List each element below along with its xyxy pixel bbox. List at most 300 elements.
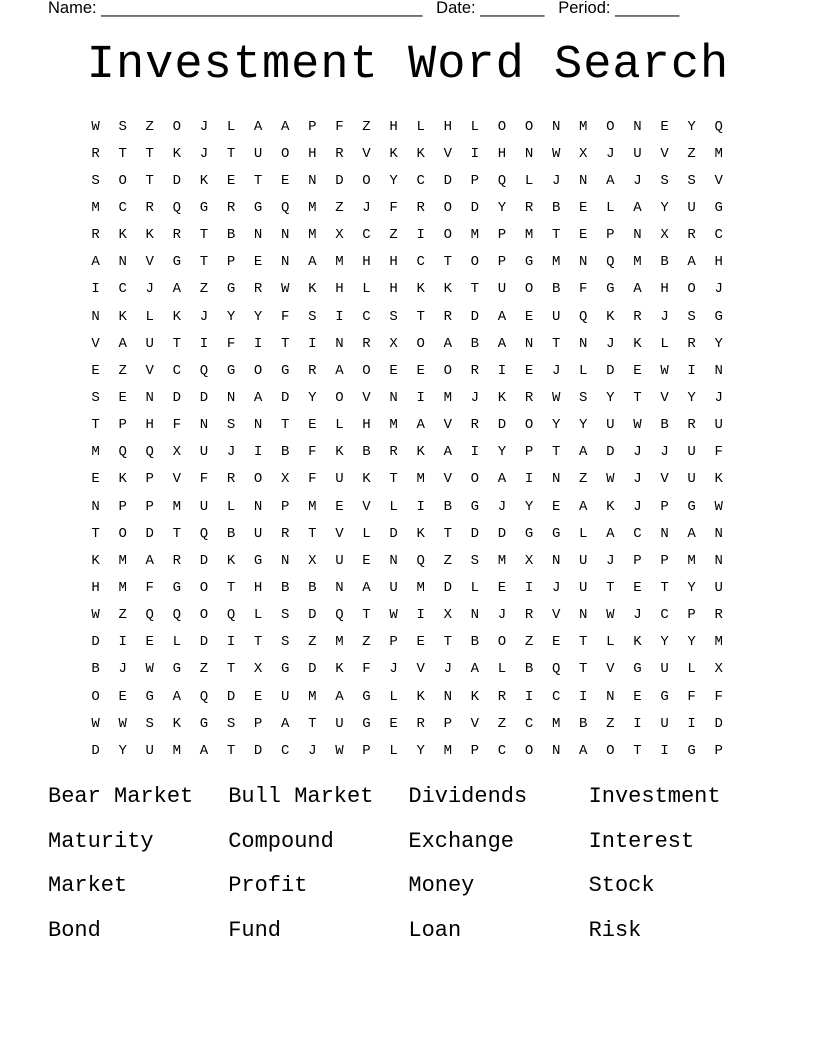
grid-letter[interactable]: L	[524, 172, 534, 189]
grid-letter[interactable]: S	[687, 308, 696, 325]
grid-letter[interactable]: T	[470, 281, 480, 298]
grid-letter[interactable]: M	[308, 199, 317, 216]
grid-letter[interactable]: R	[172, 552, 182, 569]
grid-letter[interactable]: E	[253, 688, 263, 705]
grid-letter[interactable]: Q	[226, 607, 236, 624]
grid-letter[interactable]: E	[308, 417, 317, 434]
grid-letter[interactable]: J	[606, 335, 615, 352]
grid-letter[interactable]: M	[551, 715, 561, 732]
grid-letter[interactable]: Z	[362, 118, 371, 135]
grid-letter[interactable]: B	[362, 444, 371, 461]
grid-letter[interactable]: P	[308, 118, 317, 135]
grid-letter[interactable]: O	[199, 607, 209, 624]
grid-letter[interactable]: K	[606, 308, 615, 325]
grid-letter[interactable]: Z	[497, 715, 507, 732]
grid-letter[interactable]: X	[308, 552, 317, 569]
grid-letter[interactable]: I	[253, 444, 263, 461]
grid-letter[interactable]: A	[281, 118, 290, 135]
grid-letter[interactable]: Y	[497, 199, 507, 216]
grid-letter[interactable]: H	[335, 281, 344, 298]
grid-letter[interactable]: W	[606, 607, 615, 624]
grid-letter[interactable]: F	[362, 661, 371, 678]
grid-letter[interactable]: G	[633, 661, 642, 678]
grid-letter[interactable]: O	[91, 688, 100, 705]
grid-letter[interactable]: I	[633, 715, 642, 732]
grid-letter[interactable]: J	[633, 471, 642, 488]
grid-letter[interactable]: M	[470, 227, 480, 244]
grid-letter[interactable]: Y	[524, 498, 534, 515]
grid-letter[interactable]: R	[145, 199, 154, 216]
grid-letter[interactable]: G	[524, 254, 534, 271]
grid-letter[interactable]: O	[253, 471, 263, 488]
grid-letter[interactable]: T	[118, 145, 127, 162]
grid-letter[interactable]: N	[226, 389, 236, 406]
grid-letter[interactable]: G	[660, 688, 669, 705]
grid-letter[interactable]: U	[714, 417, 723, 434]
grid-letter[interactable]: L	[172, 634, 182, 651]
grid-letter[interactable]: I	[687, 362, 696, 379]
grid-letter[interactable]: R	[687, 417, 696, 434]
grid-letter[interactable]: P	[470, 172, 480, 189]
grid-letter[interactable]: Z	[308, 634, 317, 651]
grid-letter[interactable]: D	[199, 552, 209, 569]
grid-letter[interactable]: P	[633, 552, 642, 569]
grid-letter[interactable]: G	[253, 199, 263, 216]
grid-letter[interactable]: O	[524, 417, 534, 434]
grid-letter[interactable]: O	[524, 281, 534, 298]
grid-letter[interactable]: T	[443, 254, 452, 271]
grid-letter[interactable]: O	[362, 172, 371, 189]
grid-letter[interactable]: G	[226, 281, 236, 298]
grid-letter[interactable]: C	[416, 172, 425, 189]
grid-letter[interactable]: S	[281, 607, 290, 624]
grid-letter[interactable]: V	[470, 715, 480, 732]
grid-letter[interactable]: W	[145, 661, 154, 678]
grid-letter[interactable]: P	[362, 742, 371, 759]
grid-letter[interactable]: L	[470, 579, 480, 596]
grid-letter[interactable]: D	[389, 525, 398, 542]
grid-letter[interactable]: X	[660, 227, 669, 244]
grid-letter[interactable]: K	[172, 145, 182, 162]
grid-letter[interactable]: G	[362, 688, 371, 705]
grid-letter[interactable]: V	[660, 389, 669, 406]
grid-letter[interactable]: B	[281, 444, 290, 461]
grid-letter[interactable]: G	[172, 661, 182, 678]
grid-letter[interactable]: N	[335, 335, 344, 352]
grid-letter[interactable]: R	[470, 417, 480, 434]
grid-letter[interactable]: K	[416, 525, 425, 542]
grid-letter[interactable]: C	[362, 227, 371, 244]
grid-letter[interactable]: N	[579, 254, 588, 271]
grid-letter[interactable]: D	[470, 525, 480, 542]
grid-letter[interactable]: R	[91, 145, 100, 162]
grid-letter[interactable]: R	[497, 688, 507, 705]
grid-letter[interactable]: I	[660, 742, 669, 759]
grid-letter[interactable]: T	[199, 254, 209, 271]
grid-letter[interactable]: X	[443, 607, 452, 624]
grid-letter[interactable]: N	[308, 172, 317, 189]
grid-letter[interactable]: O	[524, 118, 534, 135]
date-blank[interactable]: _______	[480, 0, 545, 17]
grid-letter[interactable]: Q	[606, 254, 615, 271]
grid-letter[interactable]: T	[253, 634, 263, 651]
grid-letter[interactable]: N	[91, 498, 100, 515]
grid-letter[interactable]: P	[281, 498, 290, 515]
grid-letter[interactable]: P	[389, 634, 398, 651]
grid-letter[interactable]: T	[91, 417, 100, 434]
grid-letter[interactable]: T	[443, 634, 452, 651]
grid-letter[interactable]: Y	[253, 308, 263, 325]
grid-letter[interactable]: G	[362, 715, 371, 732]
grid-letter[interactable]: A	[606, 172, 615, 189]
grid-letter[interactable]: U	[579, 552, 588, 569]
grid-letter[interactable]: O	[524, 742, 534, 759]
grid-letter[interactable]: E	[91, 362, 100, 379]
grid-letter[interactable]: K	[606, 498, 615, 515]
grid-letter[interactable]: T	[308, 715, 317, 732]
grid-letter[interactable]: E	[551, 498, 561, 515]
grid-letter[interactable]: L	[470, 118, 480, 135]
grid-letter[interactable]: N	[145, 389, 154, 406]
grid-letter[interactable]: J	[497, 498, 507, 515]
grid-letter[interactable]: N	[389, 552, 398, 569]
grid-letter[interactable]: N	[524, 335, 534, 352]
grid-letter[interactable]: Z	[389, 227, 398, 244]
grid-letter[interactable]: W	[91, 607, 100, 624]
grid-letter[interactable]: E	[145, 634, 154, 651]
grid-letter[interactable]: N	[551, 552, 561, 569]
grid-letter[interactable]: R	[389, 444, 398, 461]
grid-letter[interactable]: Z	[199, 661, 209, 678]
grid-letter[interactable]: G	[687, 742, 696, 759]
grid-letter[interactable]: M	[633, 254, 642, 271]
grid-letter[interactable]: O	[118, 172, 127, 189]
grid-letter[interactable]: M	[118, 552, 127, 569]
grid-letter[interactable]: A	[687, 254, 696, 271]
grid-letter[interactable]: M	[308, 227, 317, 244]
grid-letter[interactable]: Q	[118, 444, 127, 461]
grid-letter[interactable]: A	[470, 661, 480, 678]
grid-letter[interactable]: W	[551, 145, 561, 162]
grid-letter[interactable]: W	[660, 362, 669, 379]
grid-letter[interactable]: E	[497, 579, 507, 596]
grid-letter[interactable]: A	[199, 742, 209, 759]
grid-letter[interactable]: P	[497, 254, 507, 271]
grid-letter[interactable]: L	[335, 417, 344, 434]
grid-letter[interactable]: U	[497, 281, 507, 298]
grid-letter[interactable]: T	[91, 525, 100, 542]
grid-letter[interactable]: Y	[389, 172, 398, 189]
grid-letter[interactable]: Y	[579, 417, 588, 434]
grid-letter[interactable]: I	[253, 335, 263, 352]
grid-letter[interactable]: A	[633, 199, 642, 216]
grid-letter[interactable]: I	[416, 389, 425, 406]
grid-letter[interactable]: V	[443, 145, 452, 162]
grid-letter[interactable]: N	[281, 227, 290, 244]
grid-letter[interactable]: R	[470, 362, 480, 379]
grid-letter[interactable]: C	[118, 281, 127, 298]
grid-letter[interactable]: I	[524, 688, 534, 705]
grid-letter[interactable]: Z	[118, 362, 127, 379]
grid-letter[interactable]: I	[416, 227, 425, 244]
grid-letter[interactable]: Q	[579, 308, 588, 325]
grid-letter[interactable]: O	[470, 254, 480, 271]
grid-letter[interactable]: M	[443, 389, 452, 406]
grid-letter[interactable]: G	[714, 308, 723, 325]
grid-letter[interactable]: R	[91, 227, 100, 244]
grid-letter[interactable]: F	[335, 118, 344, 135]
grid-letter[interactable]: U	[687, 471, 696, 488]
grid-letter[interactable]: K	[118, 308, 127, 325]
grid-letter[interactable]: Q	[145, 444, 154, 461]
grid-letter[interactable]: Q	[714, 118, 723, 135]
grid-letter[interactable]: D	[308, 661, 317, 678]
grid-letter[interactable]: M	[687, 552, 696, 569]
grid-letter[interactable]: E	[633, 688, 642, 705]
grid-letter[interactable]: W	[606, 471, 615, 488]
grid-letter[interactable]: R	[416, 715, 425, 732]
grid-letter[interactable]: J	[308, 742, 317, 759]
grid-letter[interactable]: A	[497, 308, 507, 325]
grid-letter[interactable]: J	[633, 444, 642, 461]
grid-letter[interactable]: X	[281, 471, 290, 488]
grid-letter[interactable]: A	[172, 281, 182, 298]
grid-letter[interactable]: E	[579, 227, 588, 244]
grid-letter[interactable]: P	[660, 498, 669, 515]
grid-letter[interactable]: M	[389, 417, 398, 434]
grid-letter[interactable]: N	[579, 607, 588, 624]
grid-letter[interactable]: Q	[335, 607, 344, 624]
grid-letter[interactable]: A	[335, 688, 344, 705]
grid-letter[interactable]: K	[199, 172, 209, 189]
grid-letter[interactable]: P	[470, 742, 480, 759]
grid-letter[interactable]: R	[308, 362, 317, 379]
grid-letter[interactable]: B	[579, 715, 588, 732]
grid-letter[interactable]: G	[714, 199, 723, 216]
grid-letter[interactable]: H	[389, 118, 398, 135]
grid-letter[interactable]: A	[118, 335, 127, 352]
grid-letter[interactable]: J	[199, 308, 209, 325]
grid-letter[interactable]: J	[633, 498, 642, 515]
grid-letter[interactable]: P	[714, 742, 723, 759]
grid-letter[interactable]: R	[281, 525, 290, 542]
grid-letter[interactable]: N	[714, 525, 723, 542]
grid-letter[interactable]: W	[91, 715, 100, 732]
grid-letter[interactable]: B	[470, 634, 480, 651]
grid-letter[interactable]: R	[524, 199, 534, 216]
grid-letter[interactable]: Y	[687, 389, 696, 406]
grid-letter[interactable]: D	[443, 579, 452, 596]
grid-letter[interactable]: K	[118, 471, 127, 488]
grid-letter[interactable]: E	[226, 172, 236, 189]
grid-letter[interactable]: U	[253, 145, 263, 162]
grid-letter[interactable]: A	[443, 444, 452, 461]
grid-letter[interactable]: E	[633, 579, 642, 596]
grid-letter[interactable]: W	[633, 417, 642, 434]
grid-letter[interactable]: D	[281, 389, 290, 406]
grid-letter[interactable]: M	[714, 634, 723, 651]
grid-letter[interactable]: X	[524, 552, 534, 569]
grid-letter[interactable]: R	[633, 308, 642, 325]
grid-letter[interactable]: A	[145, 552, 154, 569]
grid-letter[interactable]: J	[389, 661, 398, 678]
grid-letter[interactable]: I	[91, 281, 100, 298]
grid-letter[interactable]: K	[335, 661, 344, 678]
period-blank[interactable]: _______	[615, 0, 680, 17]
grid-letter[interactable]: N	[253, 498, 263, 515]
grid-letter[interactable]: D	[443, 172, 452, 189]
grid-letter[interactable]: H	[497, 145, 507, 162]
grid-letter[interactable]: S	[281, 634, 290, 651]
grid-letter[interactable]: Z	[145, 118, 154, 135]
grid-letter[interactable]: I	[524, 579, 534, 596]
grid-letter[interactable]: M	[91, 199, 100, 216]
grid-letter[interactable]: R	[362, 335, 371, 352]
grid-letter[interactable]: W	[714, 498, 723, 515]
grid-letter[interactable]: B	[470, 335, 480, 352]
grid-letter[interactable]: V	[362, 145, 371, 162]
grid-letter[interactable]: I	[199, 335, 209, 352]
grid-letter[interactable]: C	[281, 742, 290, 759]
grid-letter[interactable]: O	[362, 362, 371, 379]
grid-letter[interactable]: D	[253, 742, 263, 759]
grid-letter[interactable]: N	[118, 254, 127, 271]
grid-letter[interactable]: F	[145, 579, 154, 596]
grid-letter[interactable]: V	[606, 661, 615, 678]
grid-letter[interactable]: F	[389, 199, 398, 216]
grid-letter[interactable]: V	[551, 607, 561, 624]
grid-letter[interactable]: B	[660, 254, 669, 271]
grid-letter[interactable]: U	[714, 579, 723, 596]
grid-letter[interactable]: A	[335, 362, 344, 379]
grid-letter[interactable]: R	[335, 145, 344, 162]
grid-letter[interactable]: X	[579, 145, 588, 162]
grid-letter[interactable]: P	[443, 715, 452, 732]
grid-letter[interactable]: N	[551, 742, 561, 759]
grid-letter[interactable]: G	[606, 281, 615, 298]
grid-letter[interactable]: O	[470, 471, 480, 488]
grid-letter[interactable]: J	[606, 145, 615, 162]
grid-letter[interactable]: L	[145, 308, 154, 325]
grid-letter[interactable]: P	[524, 444, 534, 461]
grid-letter[interactable]: M	[335, 254, 344, 271]
grid-letter[interactable]: U	[389, 579, 398, 596]
grid-letter[interactable]: H	[362, 254, 371, 271]
grid-letter[interactable]: Q	[551, 661, 561, 678]
grid-letter[interactable]: Q	[199, 525, 209, 542]
grid-letter[interactable]: A	[253, 389, 263, 406]
grid-letter[interactable]: R	[226, 471, 236, 488]
grid-letter[interactable]: P	[145, 498, 154, 515]
grid-letter[interactable]: O	[606, 118, 615, 135]
grid-letter[interactable]: R	[524, 607, 534, 624]
grid-letter[interactable]: R	[253, 281, 263, 298]
grid-letter[interactable]: L	[579, 362, 588, 379]
grid-letter[interactable]: Q	[497, 172, 507, 189]
grid-letter[interactable]: T	[660, 579, 669, 596]
grid-letter[interactable]: A	[443, 335, 452, 352]
grid-letter[interactable]: E	[389, 362, 398, 379]
grid-letter[interactable]: O	[443, 227, 452, 244]
grid-letter[interactable]: O	[497, 118, 507, 135]
grid-letter[interactable]: P	[253, 715, 263, 732]
grid-letter[interactable]: W	[118, 715, 127, 732]
grid-letter[interactable]: T	[633, 389, 642, 406]
grid-letter[interactable]: K	[172, 715, 182, 732]
grid-letter[interactable]: D	[91, 742, 100, 759]
grid-letter[interactable]: B	[660, 417, 669, 434]
grid-letter[interactable]: A	[579, 444, 588, 461]
grid-letter[interactable]: D	[606, 362, 615, 379]
grid-letter[interactable]: O	[199, 579, 209, 596]
grid-letter[interactable]: F	[714, 444, 723, 461]
grid-letter[interactable]: L	[389, 688, 398, 705]
grid-letter[interactable]: J	[118, 661, 127, 678]
grid-letter[interactable]: T	[226, 145, 236, 162]
grid-letter[interactable]: Q	[172, 607, 182, 624]
grid-letter[interactable]: V	[443, 471, 452, 488]
grid-letter[interactable]: N	[524, 145, 534, 162]
grid-letter[interactable]: G	[253, 552, 263, 569]
grid-letter[interactable]: T	[253, 172, 263, 189]
grid-letter[interactable]: N	[633, 118, 642, 135]
grid-letter[interactable]: H	[253, 579, 263, 596]
grid-letter[interactable]: J	[199, 118, 209, 135]
grid-letter[interactable]: R	[226, 199, 236, 216]
grid-letter[interactable]: T	[606, 579, 615, 596]
grid-letter[interactable]: Y	[660, 199, 669, 216]
grid-letter[interactable]: L	[497, 661, 507, 678]
grid-letter[interactable]: U	[199, 444, 209, 461]
grid-letter[interactable]: G	[551, 525, 561, 542]
grid-letter[interactable]: I	[497, 362, 507, 379]
grid-letter[interactable]: A	[91, 254, 100, 271]
grid-letter[interactable]: N	[253, 417, 263, 434]
grid-letter[interactable]: U	[145, 742, 154, 759]
grid-letter[interactable]: I	[687, 715, 696, 732]
grid-letter[interactable]: L	[389, 498, 398, 515]
grid-letter[interactable]: C	[633, 525, 642, 542]
grid-letter[interactable]: I	[308, 335, 317, 352]
grid-letter[interactable]: N	[551, 471, 561, 488]
grid-letter[interactable]: C	[497, 742, 507, 759]
grid-letter[interactable]: K	[416, 688, 425, 705]
grid-letter[interactable]: S	[145, 715, 154, 732]
grid-letter[interactable]: N	[335, 579, 344, 596]
grid-letter[interactable]: L	[606, 634, 615, 651]
grid-letter[interactable]: B	[551, 281, 561, 298]
grid-letter[interactable]: J	[145, 281, 154, 298]
grid-letter[interactable]: U	[335, 552, 344, 569]
grid-letter[interactable]: E	[416, 634, 425, 651]
grid-letter[interactable]: S	[226, 715, 236, 732]
grid-letter[interactable]: I	[335, 308, 344, 325]
grid-letter[interactable]: T	[281, 417, 290, 434]
grid-letter[interactable]: O	[416, 335, 425, 352]
grid-letter[interactable]: M	[551, 254, 561, 271]
grid-letter[interactable]: L	[362, 281, 371, 298]
grid-letter[interactable]: K	[335, 444, 344, 461]
grid-letter[interactable]: M	[335, 634, 344, 651]
grid-letter[interactable]: T	[362, 607, 371, 624]
grid-letter[interactable]: D	[308, 607, 317, 624]
grid-letter[interactable]: X	[714, 661, 723, 678]
grid-letter[interactable]: K	[172, 308, 182, 325]
grid-letter[interactable]: B	[443, 498, 452, 515]
grid-letter[interactable]: Z	[606, 715, 615, 732]
grid-letter[interactable]: R	[524, 389, 534, 406]
grid-letter[interactable]: J	[199, 145, 209, 162]
